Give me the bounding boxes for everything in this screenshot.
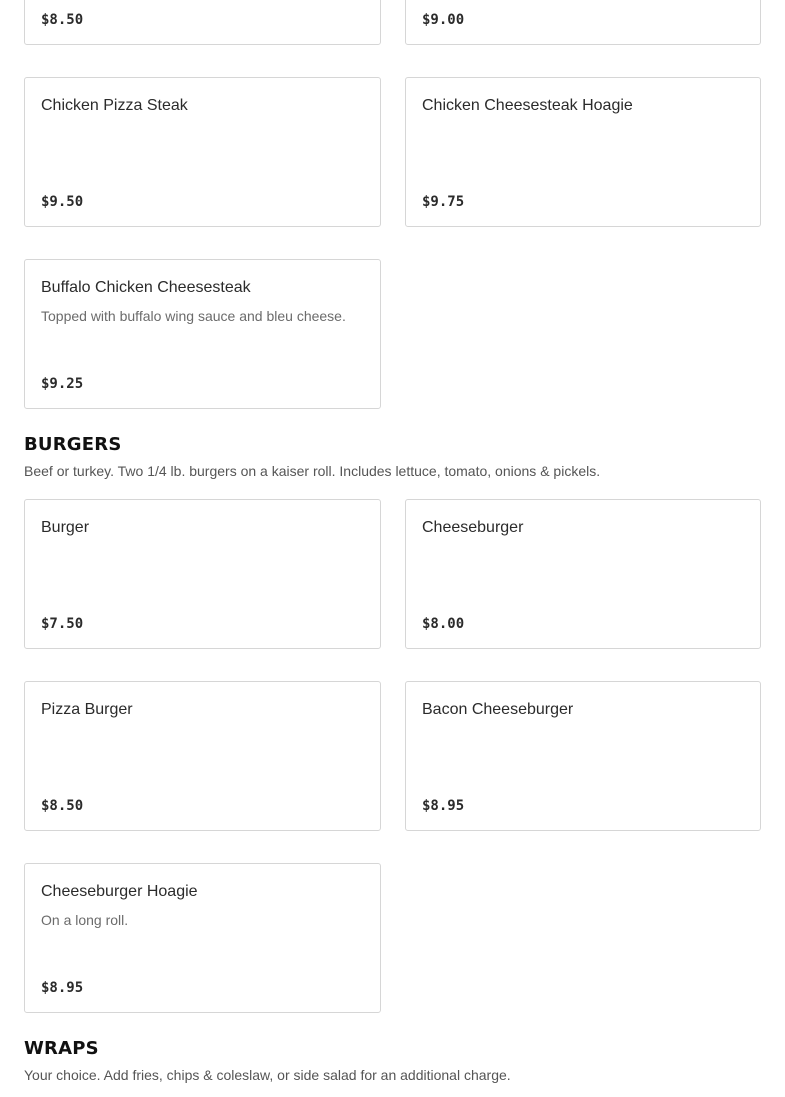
item-price: $9.75 [422,194,465,210]
item-price: $9.00 [422,12,465,28]
menu-item-card[interactable] [24,499,381,649]
menu-item-card[interactable] [24,77,381,227]
item-name: Bacon Cheeseburger [422,701,574,718]
item-description: Topped with buffalo wing sauce and bleu cheese. [41,308,346,324]
item-price: $8.95 [41,980,84,996]
menu-item-card[interactable] [405,499,761,649]
item-name: Chicken Pizza Steak [41,97,188,114]
item-price: $8.00 [422,616,465,632]
item-description: On a long roll. [41,912,129,928]
item-name: Cheeseburger [422,519,524,536]
menu-item-card[interactable] [24,0,381,45]
item-price: $9.25 [41,376,84,392]
item-price: $8.50 [41,798,84,814]
item-name: Cheeseburger Hoagie [41,883,198,900]
item-name: Chicken Cheesesteak Hoagie [422,97,633,114]
item-price: $7.50 [41,616,84,632]
item-price: $8.95 [422,798,465,814]
item-price: $9.50 [41,194,84,210]
menu-item-card[interactable] [24,259,381,409]
item-name: Burger [41,519,90,536]
menu-item-card[interactable] [24,863,381,1013]
section-description-wraps: Your choice. Add fries, chips & coleslaw, or side salad for an additional charge. [24,1067,511,1083]
section-title-wraps: WRAPS [24,1038,99,1059]
menu-item-card[interactable] [405,0,761,45]
menu-item-card[interactable] [405,681,761,831]
item-name: Buffalo Chicken Cheesesteak [41,279,251,296]
section-description-burgers: Beef or turkey. Two 1/4 lb. burgers on a kaiser roll. Includes lettuce, tomato, onions & pickels. [24,463,601,479]
menu-item-card[interactable] [24,681,381,831]
section-title-burgers: BURGERS [24,434,122,455]
item-name: Pizza Burger [41,701,133,718]
item-price: $8.50 [41,12,84,28]
menu-item-card[interactable] [405,77,761,227]
